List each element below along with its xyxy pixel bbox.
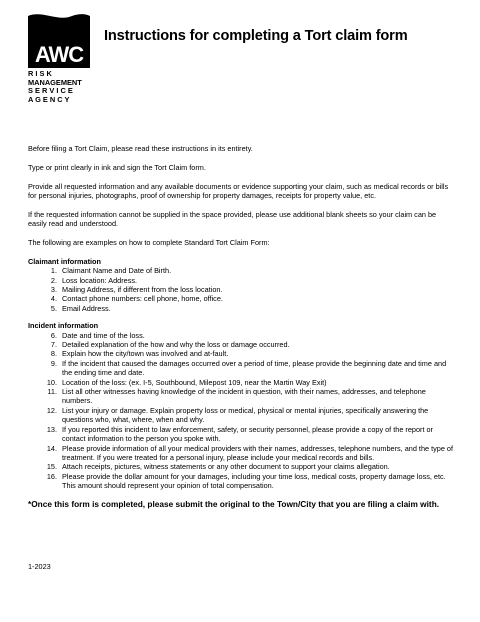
item-text: Location of the loss: (ex. I-5, Southbound, Milepost 109, near the Martin Way Exit) — [62, 377, 327, 387]
document-title: Instructions for completing a Tort claim form — [104, 28, 408, 44]
list-item — [28, 472, 456, 491]
item-text: Please provide information of all your medical providers with their names, addresses, telephone numbers, and the type of treatment. If you were treated for a personal injury, please include your medical records and bills. — [62, 443, 453, 462]
submission-note: *Once this form is completed, please submit the original to the Town/City that you are filing a claim with. — [28, 498, 440, 509]
item-text: Detailed explanation of the how and why the loss or damage occurred. — [62, 340, 290, 350]
logo-line: A G E N C Y — [28, 94, 70, 104]
incident-list — [28, 331, 456, 491]
list-item — [28, 406, 456, 425]
item-text: List all other witnesses having knowledge of the incident in question, with their names, addresses, and telephone numbers. — [62, 387, 426, 406]
item-number: 2. — [50, 275, 57, 285]
item-number: 11. — [47, 387, 57, 397]
item-number: 12. — [46, 405, 57, 415]
item-number: 9. — [50, 358, 57, 368]
list-item — [28, 294, 456, 303]
list-item — [28, 340, 456, 349]
intro-paragraph: If the requested information cannot be supplied in the space provided, please use additional blank sheets so your claim can be easily read and understood. — [28, 209, 437, 229]
item-text: If you reported this incident to law enforcement, safety, or security personnel, please provide a copy of the report or contact information to the person you spoke with. — [62, 424, 433, 444]
intro-paragraph: Type or print clearly in ink and sign the Tort Claim form. — [28, 162, 206, 172]
logo-line: R I S K — [28, 69, 52, 78]
item-number: 5. — [50, 303, 57, 313]
list-item — [28, 276, 456, 285]
claimant-section-heading: Claimant information — [28, 256, 101, 266]
item-text: Please provide the dollar amount for your damages, including your time loss, medical costs, property damage loss, etc. This amount should represent your opinion of total compensation. — [62, 471, 446, 491]
list-item — [28, 425, 456, 444]
item-number: 7. — [50, 340, 57, 350]
list-item — [28, 444, 456, 463]
item-text: List your injury or damage. Explain property loss or medical, physical or mental injuries, specifically answering the questions who, what, where, when and why. — [62, 405, 429, 425]
intro-paragraph: Provide all requested information and any available documents or evidence supporting your claim, such as medical records or bills for personal injuries, photographs, proof of ownership for property damages, receipts for property value, etc. — [28, 181, 449, 200]
awc-flag-icon — [28, 12, 90, 68]
logo-line: S E R V I C E — [28, 86, 73, 96]
item-number: 3. — [50, 285, 57, 295]
item-text: Mailing Address, if different from the loss location. — [62, 285, 223, 295]
logo-wordmark — [28, 70, 90, 104]
incident-section-heading: Incident information — [28, 321, 99, 331]
item-number: 1. — [50, 266, 57, 276]
list-item — [28, 359, 456, 378]
list-item — [28, 266, 456, 275]
item-text: Attach receipts, pictures, witness statements or any other document to support your claims allegation. — [62, 462, 390, 472]
item-text: Loss location: Address. — [62, 275, 138, 285]
instructions-body — [28, 144, 456, 509]
list-item — [28, 462, 456, 471]
list-item — [28, 349, 456, 358]
awc-logo — [28, 12, 90, 104]
intro-paragraph: The following are examples on how to complete Standard Tort Claim Form: — [28, 238, 270, 247]
list-item — [28, 331, 456, 340]
item-text: If the incident that caused the damages occurred over a period of time, please provide the beginning date and time and the ending time and date. — [62, 358, 447, 378]
item-text: Contact phone numbers: cell phone, home, office. — [62, 294, 223, 304]
item-number: 16. — [46, 471, 57, 481]
item-number: 13. — [46, 424, 57, 434]
item-number: 6. — [50, 330, 57, 340]
item-number: 8. — [50, 349, 57, 359]
form-revision-date: 1-2023 — [28, 562, 51, 571]
item-text: Email Address. — [62, 303, 111, 313]
list-item — [28, 378, 456, 387]
svg-text:AWC: AWC — [34, 42, 84, 67]
item-number: 14. — [46, 443, 57, 453]
list-item — [28, 285, 456, 294]
list-item — [28, 387, 456, 406]
item-number: 10. — [46, 377, 57, 387]
item-number: 4. — [50, 294, 57, 304]
logo-line: MANAGEMENT — [28, 77, 82, 87]
item-number: 15. — [46, 462, 57, 472]
intro-paragraph: Before filing a Tort Claim, please read these instructions in its entirety. — [28, 144, 253, 153]
item-text: Claimant Name and Date of Birth. — [62, 266, 172, 276]
list-item — [28, 304, 456, 313]
item-text: Date and time of the loss. — [62, 330, 145, 340]
item-text: Explain how the city/town was involved and at-fault. — [62, 349, 229, 359]
claimant-list — [28, 266, 456, 313]
